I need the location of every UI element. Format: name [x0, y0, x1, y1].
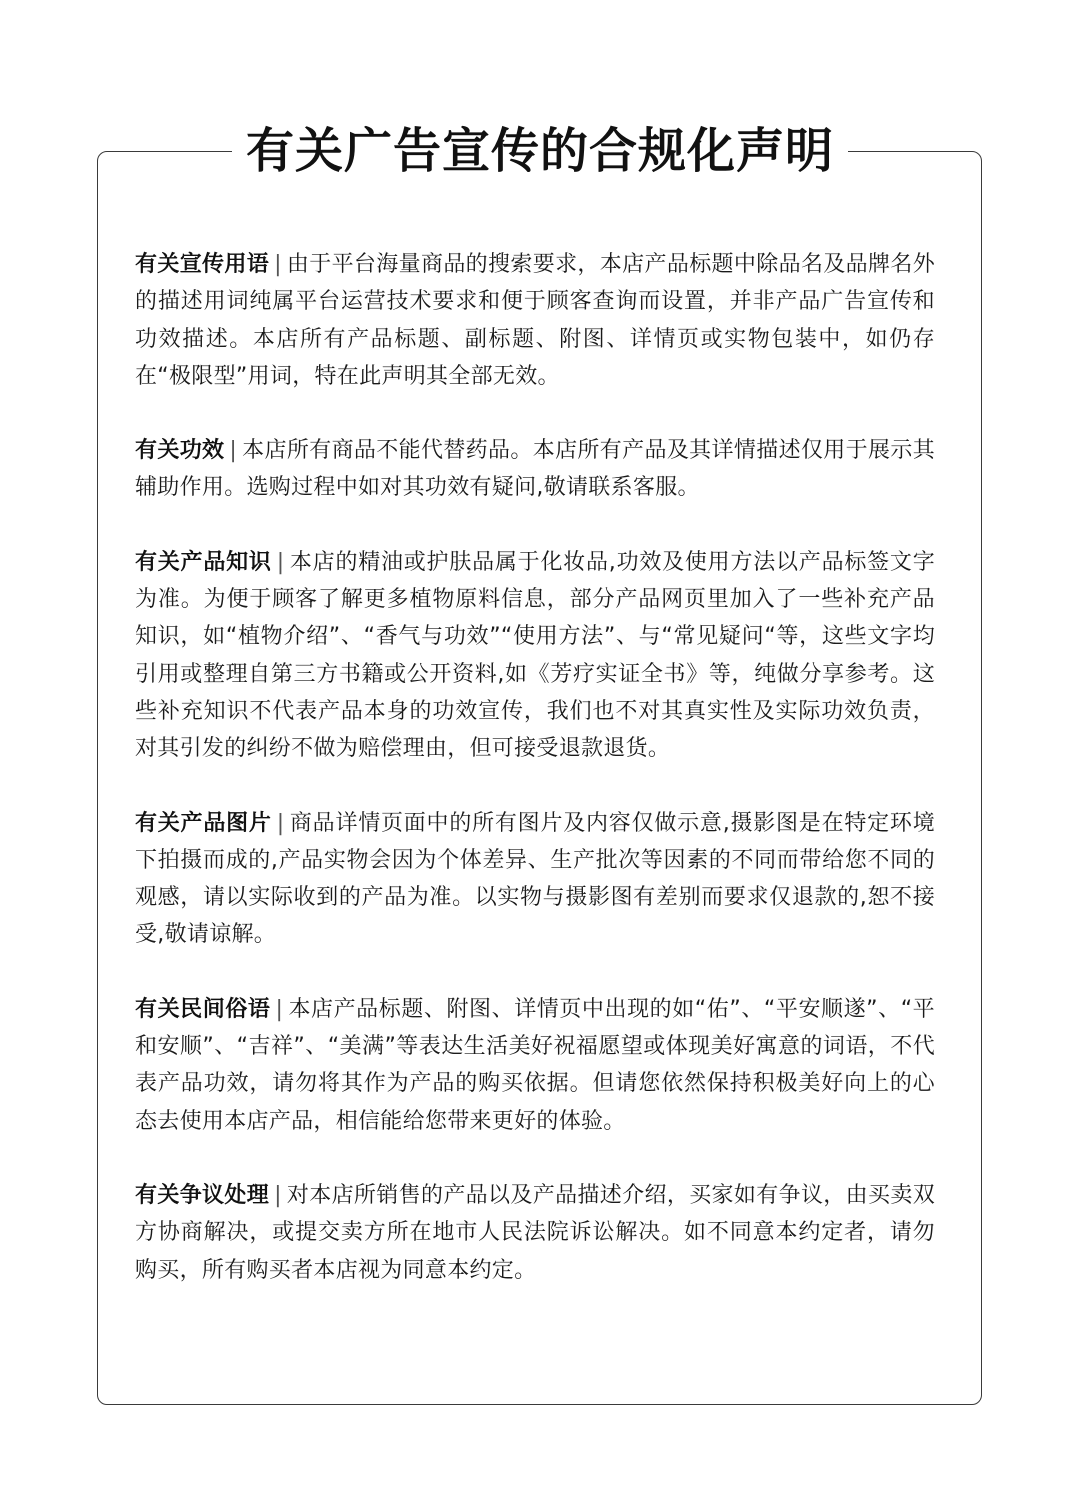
- section-body: 由于平台海量商品的搜索要求，本店产品标题中除品名及品牌名外的描述用词纯属平台运营技术要求和便于顾客查询而设置，并非产品广告宣传和功效描述。本店所有产品标题、副标题、附图、详情页或实物包装中，如仍存在“极限型”用词，特在此声明其全部无效。: [135, 252, 935, 389]
- section-body: 本店所有商品不能代替药品。本店所有产品及其详情描述仅用于展示其辅助作用。选购过程中如对其功效有疑问,敬请联系客服。: [135, 438, 935, 501]
- section-heading: 有关民间俗语: [135, 996, 271, 1022]
- section-body: 本店产品标题、附图、详情页中出现的如“佑”、“平安顺遂”、“平和安顺”、“吉祥”、“美满”等表达生活美好祝福愿望或体现美好寓意的词语，不代表产品功效，请勿将其作为产品的购买依据。但请您依然保持积极美好向上的心态去使用本店产品，相信能给您带来更好的体验。: [135, 996, 935, 1134]
- section-separator: |: [276, 549, 285, 575]
- section-heading: 有关争议处理: [135, 1182, 270, 1208]
- section-separator: |: [275, 996, 284, 1022]
- section-product-knowledge: [135, 544, 935, 768]
- title-wrap: [0, 118, 1080, 184]
- section-product-images: [135, 805, 935, 954]
- section-separator: |: [276, 810, 285, 836]
- section-folk-sayings: [135, 991, 935, 1140]
- section-body: 对本店所销售的产品以及产品描述介绍，买家如有争议，由买卖双方协商解决，或提交卖方所在地市人民法院诉讼解决。如不同意本约定者，请勿购买，所有购买者本店视为同意本约定。: [135, 1182, 935, 1283]
- section-dispute-resolution: [135, 1177, 935, 1289]
- section-heading: 有关宣传用语: [135, 252, 270, 277]
- section-separator: |: [274, 1182, 282, 1208]
- section-promotional-terms: [135, 246, 935, 395]
- section-body: 商品详情页面中的所有图片及内容仅做示意,摄影图是在特定环境下拍摄而成的,产品实物会因为个体差异、生产批次等因素的不同而带给您不同的观感，请以实际收到的产品为准。以实物与摄影图有差别而要求仅退款的,恕不接受,敬请谅解。: [135, 810, 935, 948]
- page-title: 有关广告宣传的合规化声明: [232, 118, 848, 184]
- section-separator: |: [229, 438, 238, 464]
- section-heading: 有关功效: [135, 438, 225, 464]
- section-efficacy: [135, 432, 935, 507]
- section-separator: |: [274, 252, 282, 277]
- section-heading: 有关产品图片: [135, 810, 272, 836]
- section-body: 本店的精油或护肤品属于化妆品,功效及使用方法以产品标签文字为准。为便于顾客了解更多植物原料信息，部分产品网页里加入了一些补充产品知识，如“植物介绍”、“香气与功效”“使用方法”、与“常见疑问“等，这些文字均引用或整理自第三方书籍或公开资料,如《芳疗实证全书》等，纯做分享参考。这些补充知识不代表产品本身的功效宣传，我们也不对其真实性及实际功效负责，对其引发的纠纷不做为赔偿理由，但可接受退款退货。: [135, 549, 935, 762]
- section-heading: 有关产品知识: [135, 549, 272, 575]
- statement-content: [135, 246, 935, 1326]
